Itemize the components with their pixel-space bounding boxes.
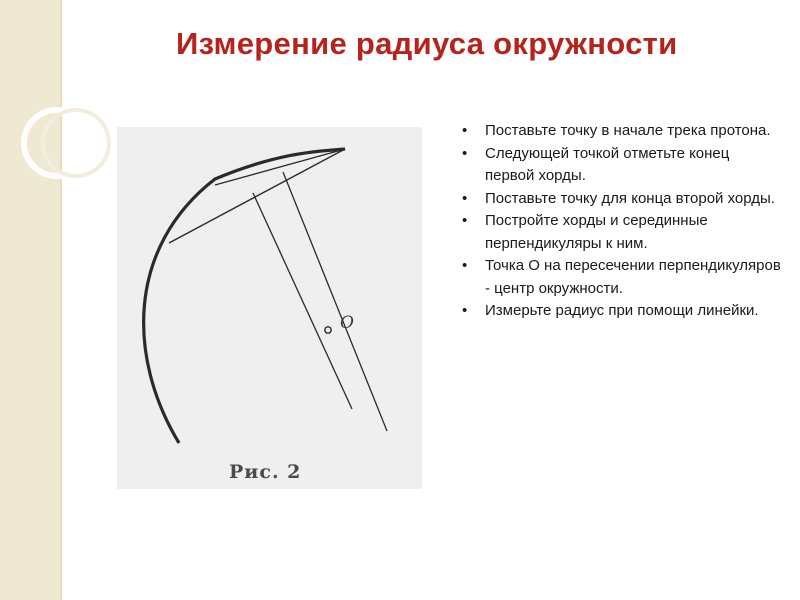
ring-right bbox=[43, 110, 109, 176]
bullet-icon: • bbox=[462, 122, 468, 139]
track-diagram bbox=[117, 127, 422, 489]
instruction-text: Поставьте точку в начале трека протона. bbox=[485, 122, 771, 139]
bullet-icon: • bbox=[462, 257, 468, 274]
perpendicular-one bbox=[283, 172, 387, 431]
center-point-label: O bbox=[340, 313, 354, 333]
perpendicular-two bbox=[253, 193, 352, 409]
proton-track-arc bbox=[144, 149, 345, 443]
instruction-text: Поставьте точку для конца второй хорды. bbox=[485, 189, 775, 207]
instruction-item bbox=[462, 120, 782, 143]
figure-caption: Рис. 2 bbox=[229, 461, 302, 483]
ring-left bbox=[24, 110, 90, 176]
instruction-item bbox=[462, 255, 782, 300]
bullet-icon: • bbox=[462, 189, 468, 207]
bullet-icon: • bbox=[462, 212, 468, 229]
instruction-item bbox=[462, 210, 782, 255]
slide-title: Измерение радиуса окружности bbox=[176, 26, 678, 61]
center-point bbox=[325, 327, 331, 333]
chord-one bbox=[215, 149, 345, 185]
instruction-text: Постройте хорды и серединные перпендикуляры к ним. bbox=[485, 212, 708, 252]
instruction-text: Следующей точкой отметьте конец первой хорды. bbox=[485, 144, 730, 184]
instruction-item bbox=[462, 188, 782, 211]
bullet-icon: • bbox=[462, 144, 468, 162]
instruction-text: Измерьте радиус при помощи линейки. bbox=[485, 302, 759, 319]
instruction-item bbox=[462, 300, 782, 323]
track-figure bbox=[117, 127, 422, 489]
instruction-list bbox=[462, 120, 782, 323]
instruction-text: Точка О на пересечении перпендикуляров - центр окружности. bbox=[485, 257, 781, 297]
instruction-item bbox=[462, 143, 782, 188]
bullet-icon: • bbox=[462, 302, 468, 319]
decorative-rings bbox=[0, 0, 120, 600]
